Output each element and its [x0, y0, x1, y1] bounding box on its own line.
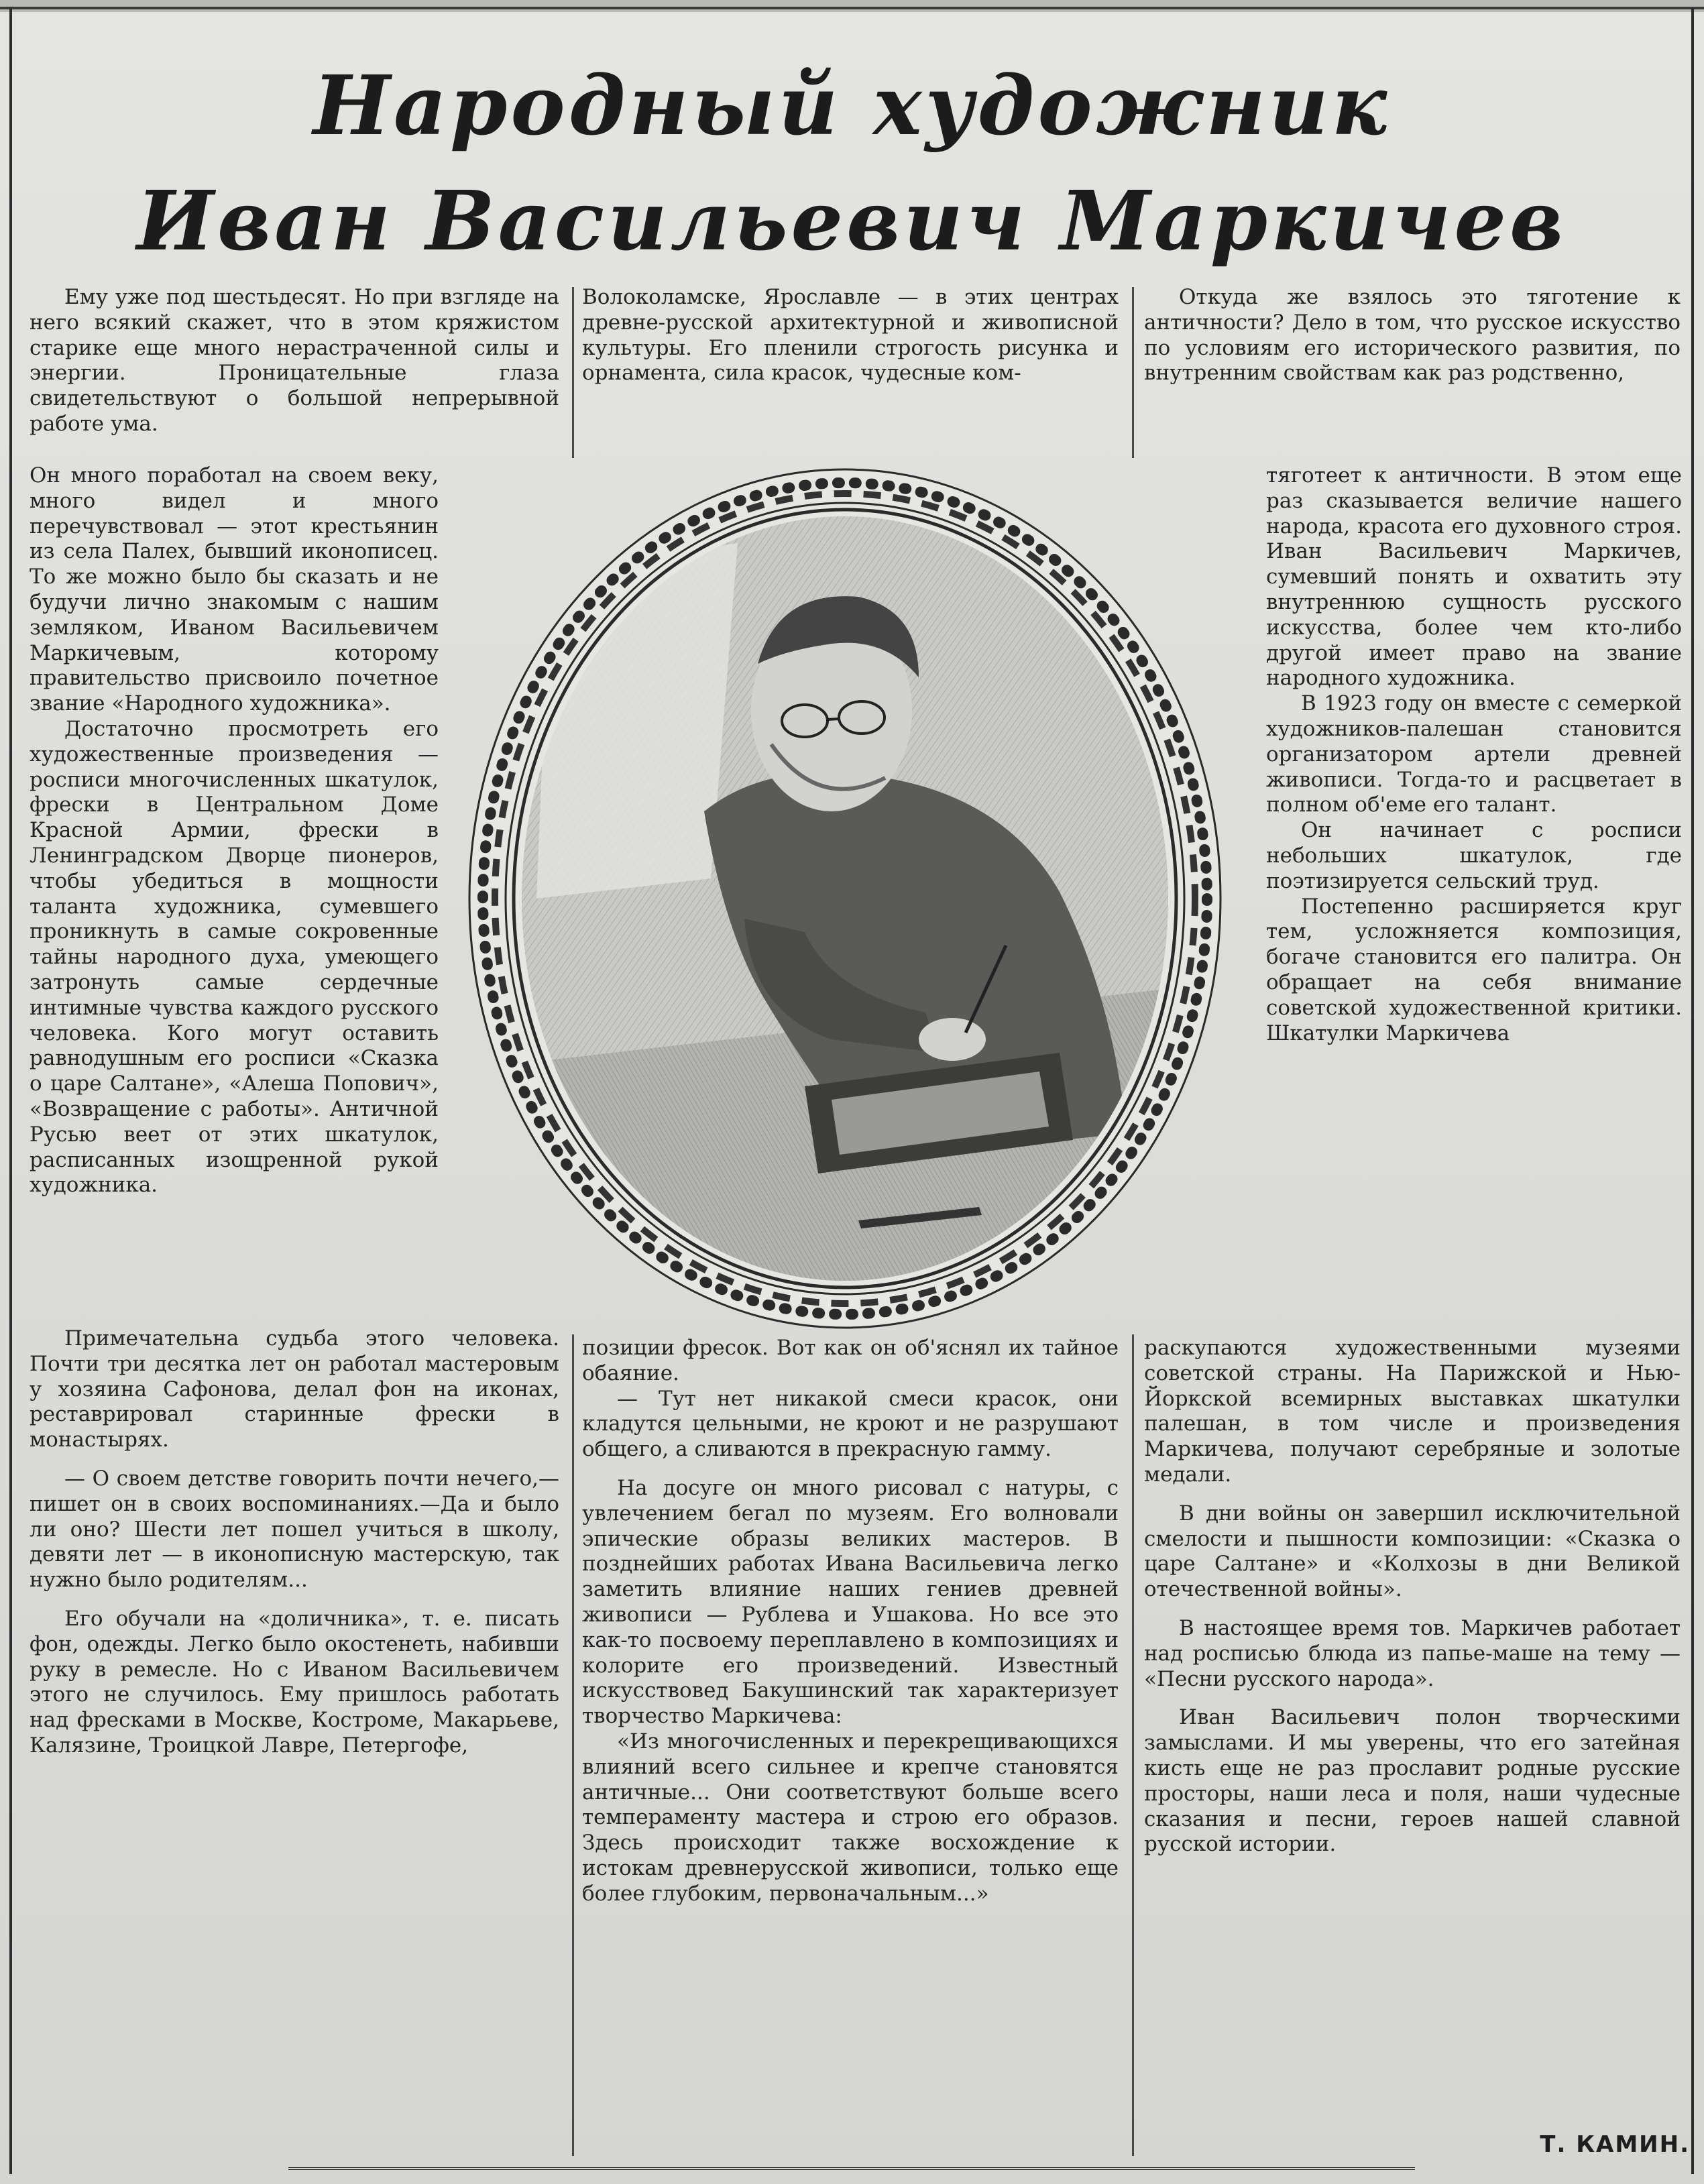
paragraph: Постепенно расширяется круг тем, усложняется композиция, богаче становится его палитра. Он обращает на себя внимание советской художественной критики. Шкатулки Маркичева [1266, 894, 1682, 1045]
column-rule-1-lower [572, 1334, 574, 2156]
paragraph: Его обучали на «доличника», т. е. писать фон, одежды. Легко было окостенеть, набивши руку в ремесле. Но с Иваном Васильевичем этого не случилось. Ему пришлось работать над фресками в Москве, Костроме, Макарьеве, Калязине, Троицкой Лавре, Петергофе, [30, 1606, 559, 1758]
column-1-middle [30, 463, 439, 1198]
paragraph: На досуге он много рисовал с натуры, с увлечением бегал по музеям. Его волновали эпические образы великих мастеров. В позднейших работах Ивана Васильевича легко заметить влияние наших гениев древней живописи — Рублева и Ушакова. Но все это как-то посвоему переплавлено в композициях и колорите его произведений. Известный искусствовед Бакушинский так характеризует творчество Маркичева: [582, 1475, 1119, 1729]
headline-line-2: Иван Васильевич Маркичев [136, 172, 1567, 269]
column-2-top [582, 285, 1119, 386]
portrait-illustration [456, 463, 1234, 1334]
paragraph: Откуда же взялось это тяготение к античности? Дело в том, что русское искусство по условиям его исторического развития, по внутренним свойствам как раз родственно, [1144, 285, 1681, 386]
paragraph: позиции фресок. Вот как он об'яснял их тайное обаяние. [582, 1336, 1119, 1385]
paragraph: тяготеет к античности. В этом еще раз сказывается величие нашего народа, красота его духовного строя. Иван Васильевич Маркичев, сумевший понять и охватить эту внутреннюю сущность русского искусства, более чем кто-либо другой имеет право на звание народного художника. [1266, 463, 1682, 691]
paragraph: В 1923 году он вместе с семеркой художников-палешан становится организатором артели древней живописи. Тогда-то и расцветает в полном об'еме его талант. [1266, 691, 1682, 817]
paragraph: — Тут нет никакой смеси красок, они кладутся цельными, не кроют и не разрушают общего, а сливаются в прекрасную гамму. [582, 1386, 1119, 1462]
author-signature: Т. КАМИН. [1540, 2131, 1690, 2158]
quote-paragraph: «Из многочисленных и перекрещивающихся влияний всего сильнее и крепче становятся античные... Они соответствуют больше всего темпераменту мастера и строю его образов. Здесь происходит также восхождение к истокам древнерусской живописи, только еще более глубоким, первоначальным...» [582, 1729, 1119, 1906]
right-border [1691, 8, 1694, 2174]
left-border [9, 8, 12, 2174]
column-1-bottom [30, 1313, 559, 1759]
paragraph: Примечательна судьба этого человека. Почти три десятка лет он работал мастеровым у хозяина Сафонова, делал фон на иконах, реставрировал старинные фрески в монастырях. [30, 1326, 559, 1452]
column-2-bottom [582, 1336, 1119, 1907]
top-border [0, 0, 1704, 12]
column-1-top [30, 285, 559, 437]
column-rule-1 [572, 287, 574, 458]
column-rule-2-lower [1132, 1334, 1134, 2156]
paragraph: Ему уже под шестьдесят. Но при взгляде на него всякий скажет, что в этом кряжистом старике еще много нерастраченной силы и энергии. Проницательные глаза свидетельствуют о большой непрерывной работе ума. [30, 285, 559, 436]
column-3-bottom [1144, 1336, 1681, 1857]
headline-line-1: Народный художник [313, 57, 1391, 154]
paragraph: раскупаются художественными музеями советской страны. На Парижской и Нью-Йоркской всемирных выставках шкатулки палешан, в том числе и произведения Маркичева, получают серебряные и золотые медали. [1144, 1336, 1681, 1487]
paragraph: Достаточно просмотреть его художественные произведения — росписи многочисленных шкатулок, фрески в Центральном Доме Красной Армии, фрески в Ленинградском Дворце пионеров, чтобы убедиться в мощности таланта художника, сумевшего проникнуть в самые сокровенные тайны народного духа, умеющего затронуть самые сердечные интимные чувства каждого русского человека. Кого могут оставить равнодушным его росписи «Сказка о царе Салтане», «Алеша Попович», «Возвращение с работы». Античной Русью веет от этих шкатулок, расписанных изощренной рукой художника. [30, 716, 439, 1198]
paragraph: В настоящее время тов. Маркичев работает над росписью блюда из папье-маше на тему — «Песни русского народа». [1144, 1615, 1681, 1691]
bottom-ornament [288, 2167, 1415, 2179]
column-rule-2 [1132, 287, 1134, 458]
paragraph: Он много поработал на своем веку, много видел и много перечувствовал — этот крестьянин из села Палех, бывший иконописец. То же можно было бы сказать и не будучи лично знакомым с нашим земляком, Иваном Васильевичем Маркичевым, которому правительство присвоило почетное звание «Народного художника». [30, 463, 439, 716]
paragraph: Он начинает с росписи небольших шкатулок, где поэтизируется сельский труд. [1266, 818, 1682, 893]
paragraph: Иван Васильевич полон творческими замыслами. И мы уверены, что его затейная кисть еще не раз прославит родные русские просторы, наши леса и поля, наши чудесные сказания и песни, героев нашей славной русской истории. [1144, 1705, 1681, 1857]
paragraph: Волоколамске, Ярославле — в этих центрах древне-русской архитектурной и живописной культуры. Его пленили строгость рисунка и орнамента, сила красок, чудесные ком- [582, 285, 1119, 386]
column-3-middle [1266, 463, 1682, 1046]
paragraph: В дни войны он завершил исключительной смелости и пышности композиции: «Сказка о царе Салтане» и «Колхозы в дни Великой отечественной войны». [1144, 1501, 1681, 1602]
column-3-top [1144, 285, 1681, 386]
paragraph: — О своем детстве говорить почти нечего,—пишет он в своих воспоминаниях.—Да и было ли оно? Шести лет пошел учиться в школу, девяти лет — в иконописную мастерскую, так нужно было родителям... [30, 1466, 559, 1593]
